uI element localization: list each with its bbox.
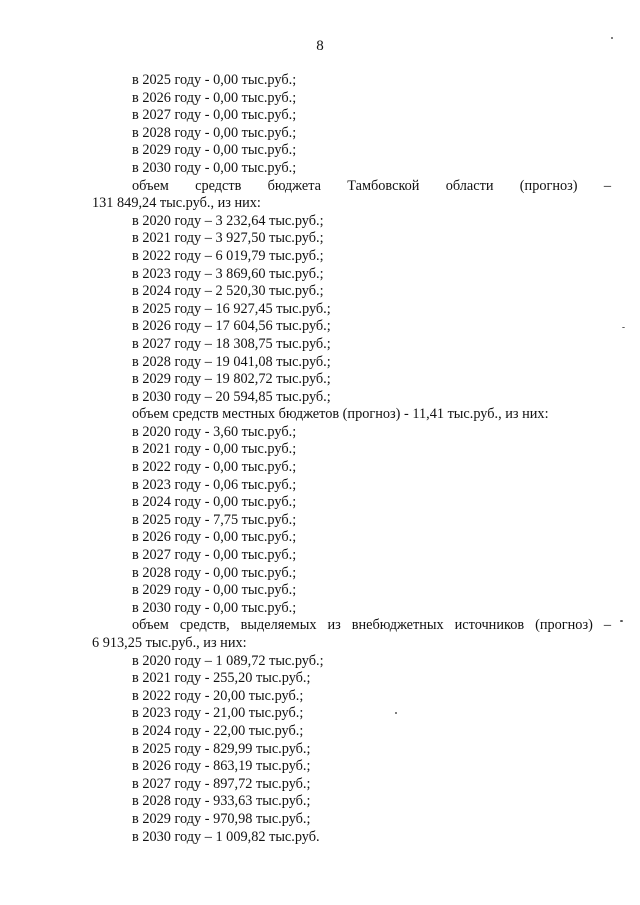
extrabudgetary-heading: объем средств, выделяемых из внебюджетных источников (прогноз) – bbox=[132, 617, 611, 634]
scan-speck bbox=[395, 712, 397, 714]
page-number: 8 bbox=[316, 38, 324, 54]
list-item: в 2021 году - 255,20 тыс.руб.; bbox=[132, 670, 311, 687]
list-item: в 2030 году – 1 009,82 тыс.руб. bbox=[132, 828, 320, 845]
list-item: в 2022 году – 6 019,79 тыс.руб.; bbox=[132, 247, 324, 264]
regional-budget-paragraph bbox=[92, 178, 611, 213]
list-item: в 2028 году – 19 041,08 тыс.руб.; bbox=[132, 353, 331, 370]
list-item: в 2027 году - 0,00 тыс.руб.; bbox=[132, 107, 297, 124]
list-item: в 2021 году – 3 927,50 тыс.руб.; bbox=[132, 230, 324, 247]
list-item: в 2020 году – 3 232,64 тыс.руб.; bbox=[132, 212, 324, 229]
list-item: в 2025 году - 0,00 тыс.руб.; bbox=[132, 72, 297, 88]
list-item: в 2025 году - 7,75 тыс.руб.; bbox=[132, 511, 297, 528]
block1-list bbox=[92, 72, 611, 178]
list-item: в 2024 году - 22,00 тыс.руб.; bbox=[132, 722, 304, 739]
list-item: в 2022 году - 0,00 тыс.руб.; bbox=[132, 459, 297, 476]
list-item: в 2027 году - 897,72 тыс.руб.; bbox=[132, 775, 311, 792]
local-budgets-heading: объем средств местных бюджетов (прогноз) - 11,41 тыс.руб., из них: bbox=[132, 406, 549, 423]
regional-budget-total: 131 849,24 тыс.руб., из них: bbox=[92, 195, 261, 212]
list-item: в 2025 году - 829,99 тыс.руб.; bbox=[132, 740, 311, 757]
list-item: в 2025 году – 16 927,45 тыс.руб.; bbox=[132, 300, 331, 317]
list-item: в 2021 году - 0,00 тыс.руб.; bbox=[132, 441, 297, 458]
list-item: в 2026 году - 0,00 тыс.руб.; bbox=[132, 529, 297, 546]
list-item: в 2024 году – 2 520,30 тыс.руб.; bbox=[132, 283, 324, 300]
list-item: в 2023 году – 3 869,60 тыс.руб.; bbox=[132, 265, 324, 282]
list-item: в 2029 году – 19 802,72 тыс.руб.; bbox=[132, 371, 331, 388]
document-body bbox=[92, 72, 611, 846]
list-item: в 2029 году - 0,00 тыс.руб.; bbox=[132, 582, 297, 599]
list-item: в 2026 году - 0,00 тыс.руб.; bbox=[132, 89, 297, 106]
list-item: в 2030 году - 0,00 тыс.руб.; bbox=[132, 159, 297, 176]
list-item: в 2030 году - 0,00 тыс.руб.; bbox=[132, 599, 297, 616]
scan-speck bbox=[620, 620, 623, 622]
extrabudgetary-list bbox=[92, 653, 611, 847]
scan-speck bbox=[611, 37, 613, 39]
list-item: в 2028 году - 0,00 тыс.руб.; bbox=[132, 124, 297, 141]
list-item: в 2029 году - 0,00 тыс.руб.; bbox=[132, 142, 297, 159]
list-item: в 2024 году - 0,00 тыс.руб.; bbox=[132, 494, 297, 511]
list-item: в 2020 году – 1 089,72 тыс.руб.; bbox=[132, 652, 324, 669]
list-item: в 2030 году – 20 594,85 тыс.руб.; bbox=[132, 388, 331, 405]
list-item: в 2026 году – 17 604,56 тыс.руб.; bbox=[132, 318, 331, 335]
local-budgets-list bbox=[92, 424, 611, 618]
list-item: в 2028 году - 0,00 тыс.руб.; bbox=[132, 564, 297, 581]
list-item: в 2029 году - 970,98 тыс.руб.; bbox=[132, 810, 311, 827]
extrabudgetary-total: 6 913,25 тыс.руб., из них: bbox=[92, 635, 247, 651]
list-item: в 2026 году - 863,19 тыс.руб.; bbox=[132, 758, 311, 775]
regional-budget-list bbox=[92, 213, 611, 407]
regional-budget-heading: объем средств бюджета Тамбовской области (прогноз) – bbox=[132, 177, 611, 194]
list-item: в 2020 году - 3,60 тыс.руб.; bbox=[132, 423, 297, 440]
list-item: в 2027 году – 18 308,75 тыс.руб.; bbox=[132, 335, 331, 352]
list-item: в 2027 году - 0,00 тыс.руб.; bbox=[132, 547, 297, 564]
scan-speck bbox=[622, 327, 625, 328]
list-item: в 2022 году - 20,00 тыс.руб.; bbox=[132, 687, 304, 704]
list-item: в 2028 году - 933,63 тыс.руб.; bbox=[132, 793, 311, 810]
list-item: в 2023 году - 0,06 тыс.руб.; bbox=[132, 476, 297, 493]
extrabudgetary-paragraph bbox=[92, 617, 611, 652]
list-item: в 2023 году - 21,00 тыс.руб.; bbox=[132, 705, 304, 722]
